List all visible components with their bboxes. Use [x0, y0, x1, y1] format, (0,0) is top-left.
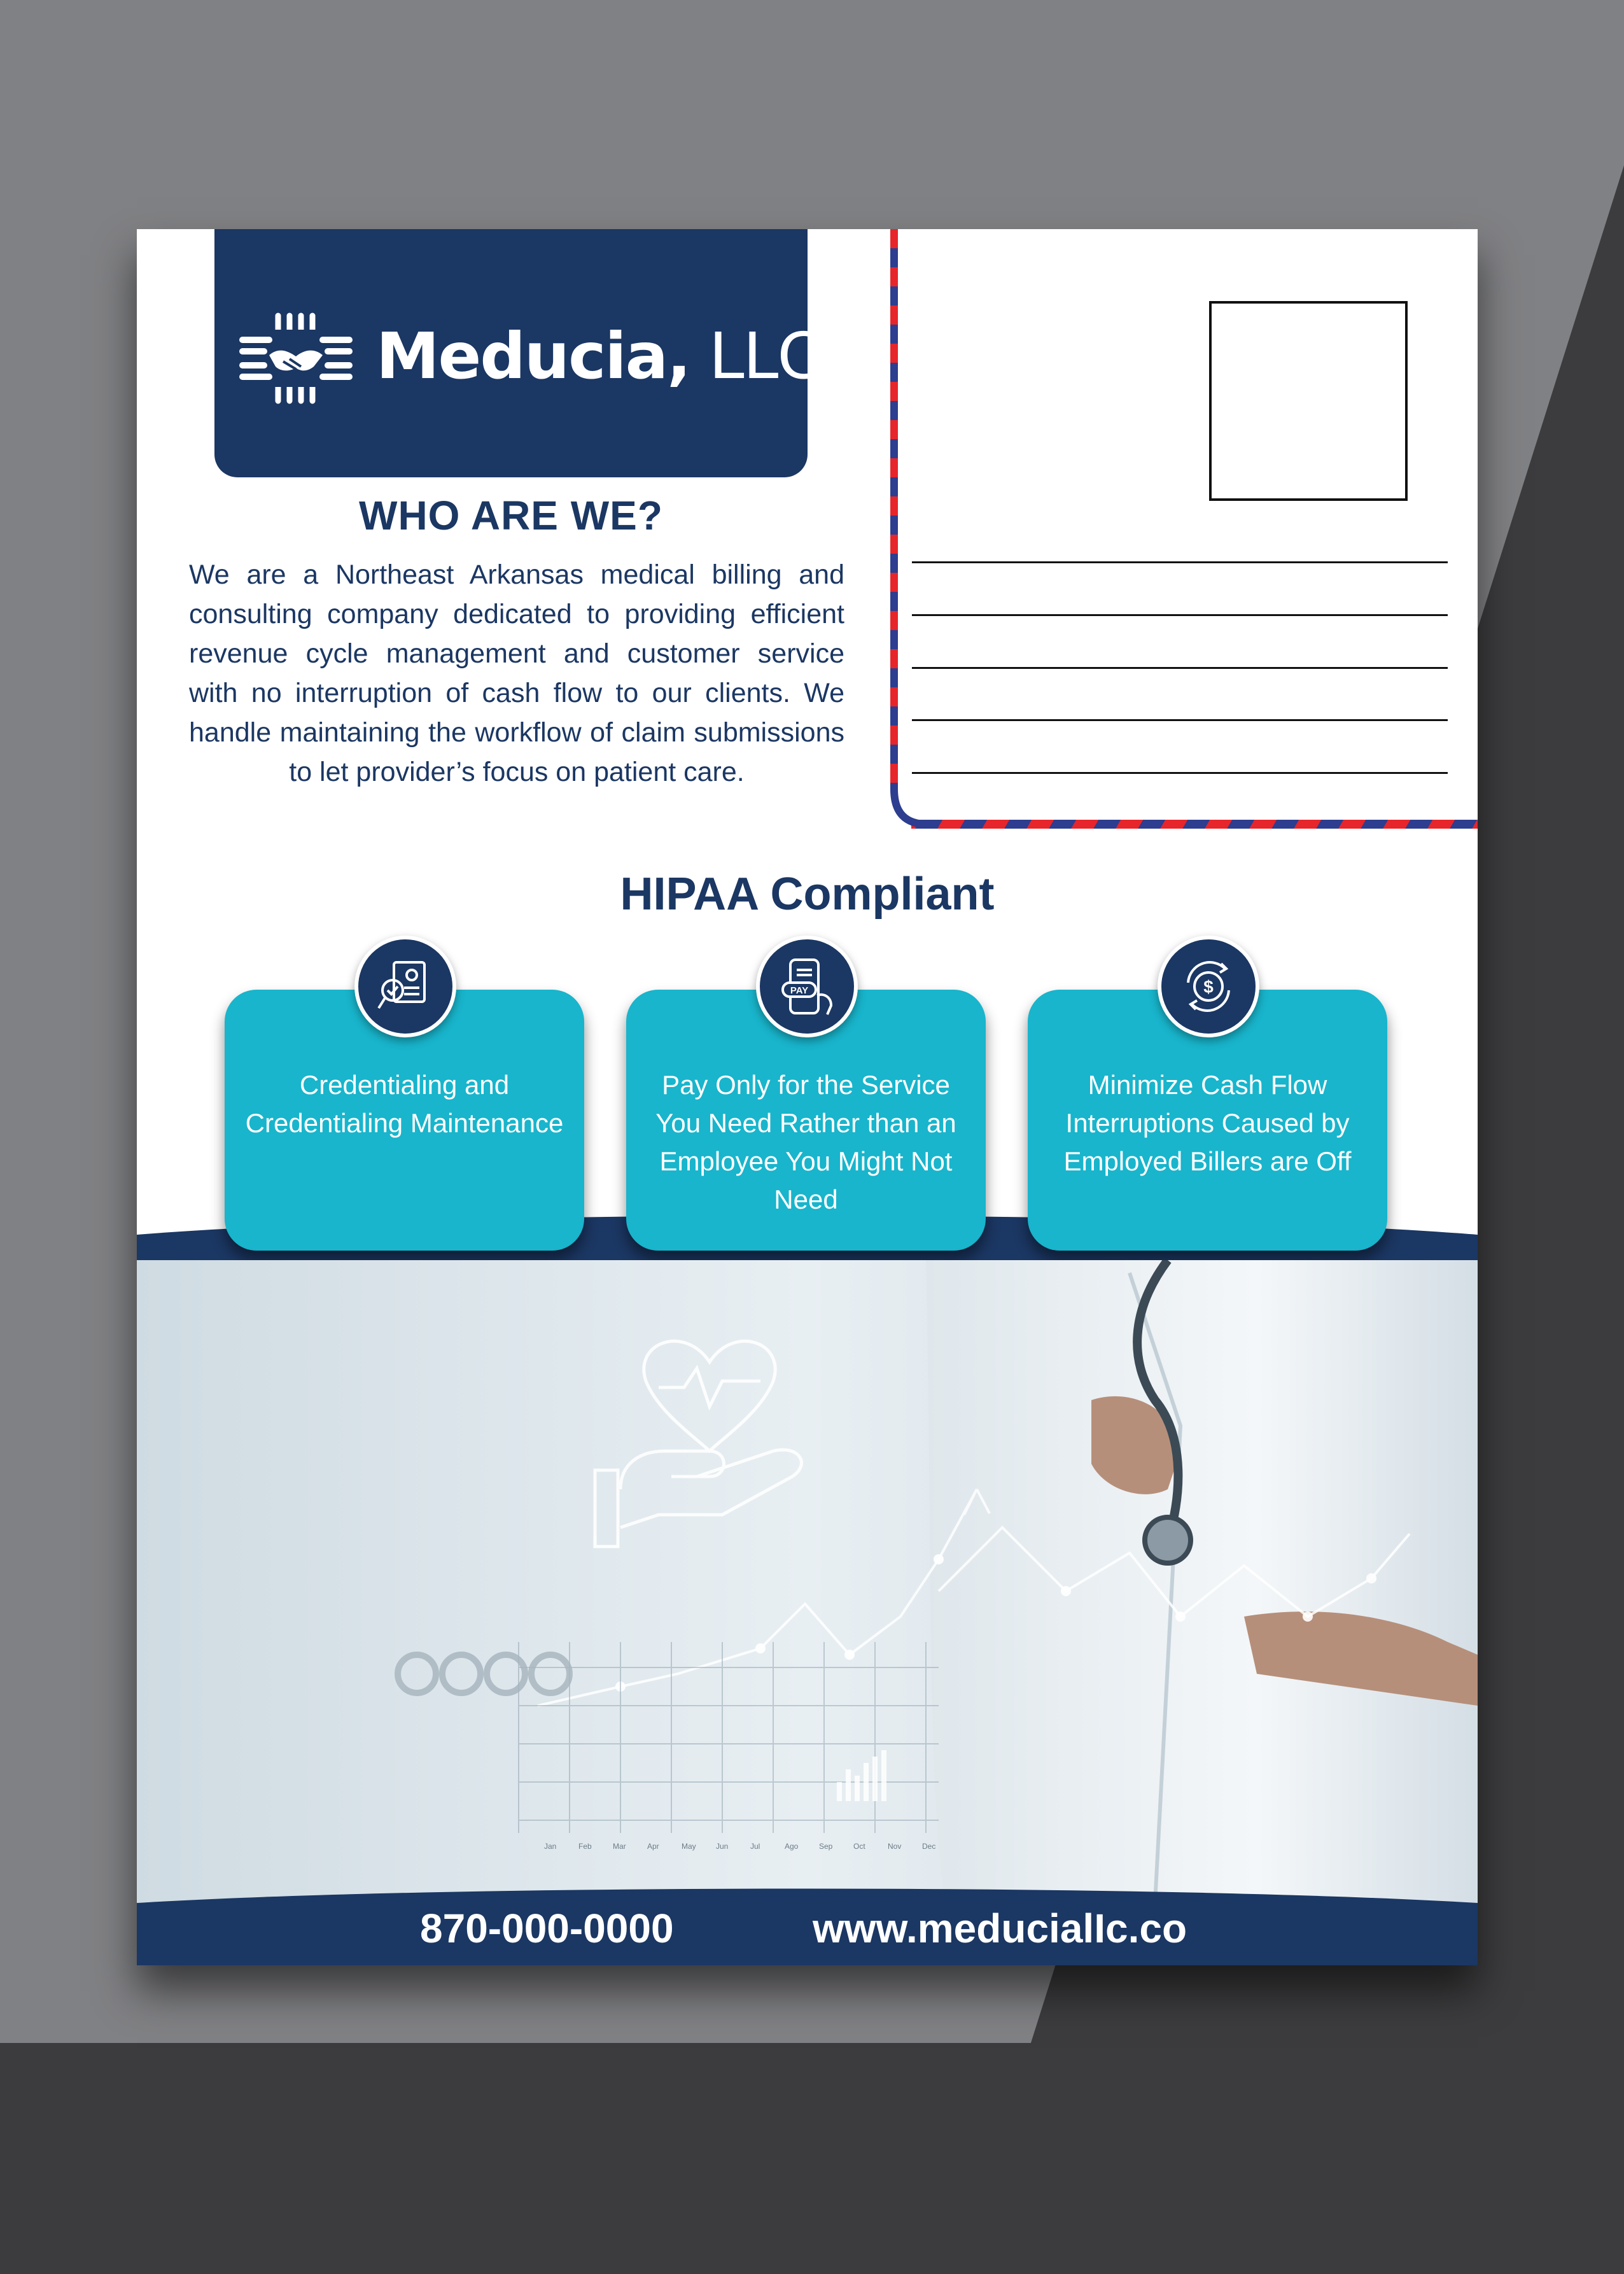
chart-month-label: Dec [922, 1842, 936, 1851]
chart-month-label: Sep [819, 1842, 833, 1851]
address-line [912, 614, 1448, 616]
company-name: Meducia, [376, 319, 690, 393]
address-line [912, 561, 1448, 563]
cash-flow-icon [1158, 936, 1259, 1037]
chart-month-label: Nov [888, 1842, 902, 1851]
address-line [912, 719, 1448, 721]
chart-month-label: May [682, 1842, 696, 1851]
svg-text:PAY: PAY [790, 985, 809, 996]
footer-bar [137, 1884, 1478, 1965]
chart-month-label: Jun [716, 1842, 729, 1851]
doctor-health-photo [137, 1260, 1478, 1903]
who-are-we-paragraph: We are a Northeast Arkansas medical billing and consulting company dedicated to providing efficient revenue cycle management and customer service with no interruption of cash flow to our clients. We handle maintaining the workflow of claim submissions to let provider’s focus on patient care. [189, 559, 844, 787]
feature-text: Minimize Cash Flow Interruptions Caused by Employed Billers are Off [1063, 1070, 1352, 1176]
address-line [912, 667, 1448, 669]
company-suffix: LLC [690, 319, 821, 393]
chart-month-label: Oct [853, 1842, 865, 1851]
chart-month-label: Feb [578, 1842, 592, 1851]
website-link[interactable]: www.meducialIc.co [813, 1906, 1187, 1951]
phone-number[interactable]: 870-000-0000 [420, 1906, 674, 1951]
address-line [912, 772, 1448, 774]
who-are-we-heading: WHO ARE WE? [359, 493, 663, 538]
chart-month-label: Apr [647, 1842, 659, 1851]
feature-text: Pay Only for the Service You Need Rather than an Employee You Might Not Need [655, 1070, 956, 1214]
stamp-box [1209, 301, 1408, 501]
chart-month-label: Jan [544, 1842, 557, 1851]
feature-text: Credentialing and Credentialing Maintenance [245, 1070, 564, 1138]
caduceus-handshake-icon [239, 311, 353, 406]
logo-banner [214, 229, 821, 477]
chart-month-label: Jul [750, 1842, 760, 1851]
hipaa-heading: HIPAA Compliant [620, 869, 995, 920]
postcard [137, 229, 1478, 1965]
company-logo-text [376, 318, 820, 395]
svg-text:$: $ [1203, 977, 1214, 997]
credential-document-icon [354, 936, 456, 1037]
chart-month-label: Ago [785, 1842, 799, 1851]
pay-phone-icon [756, 936, 858, 1037]
chart-month-label: Mar [613, 1842, 626, 1851]
